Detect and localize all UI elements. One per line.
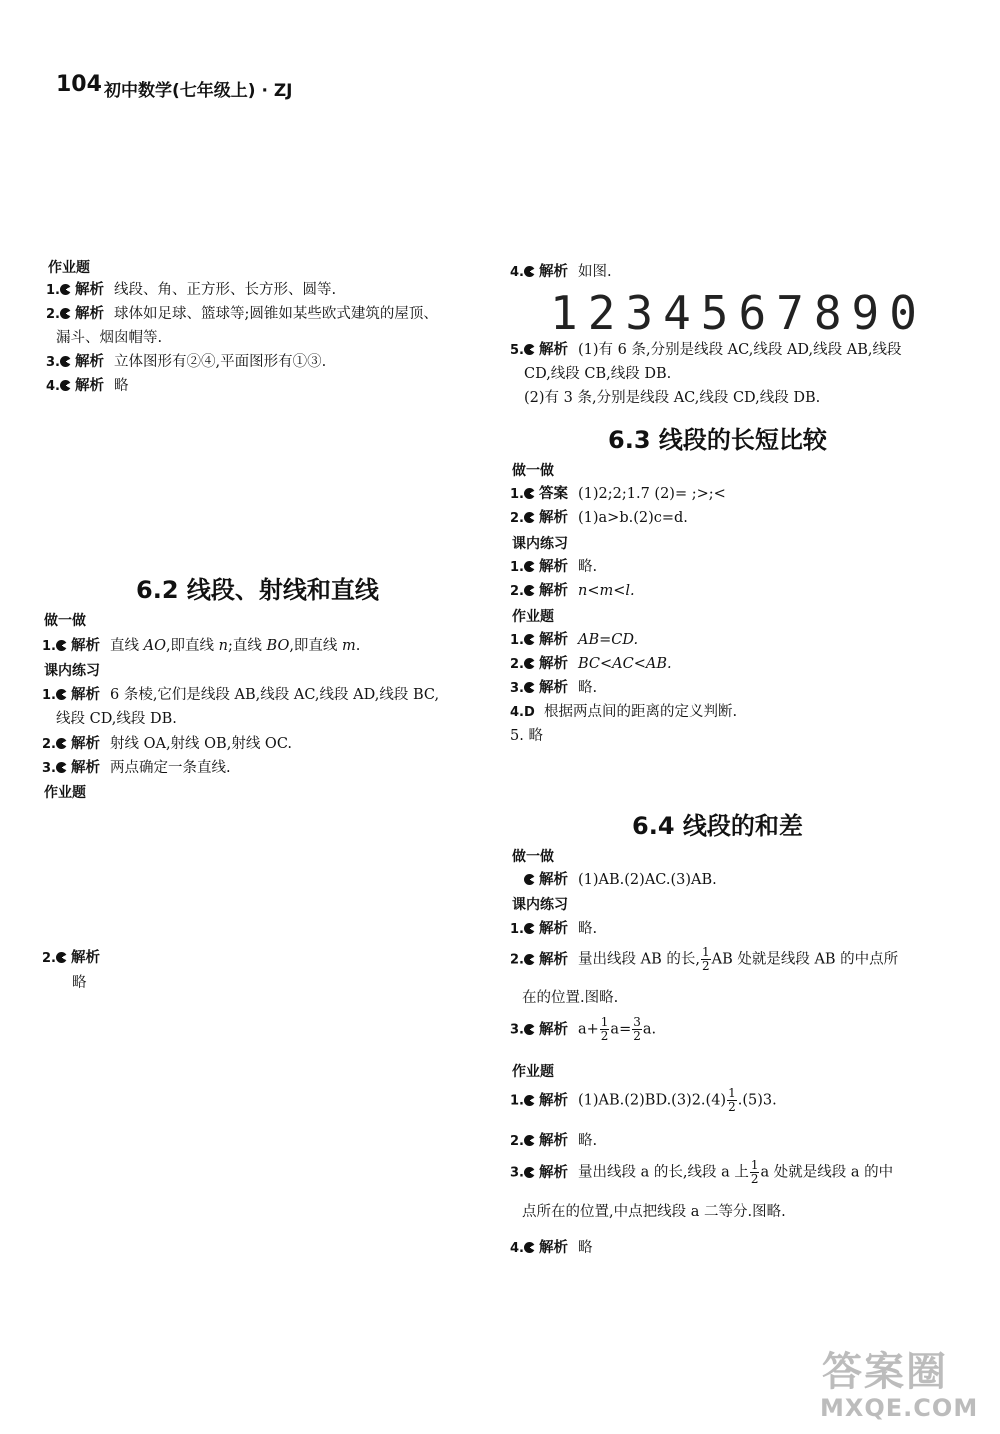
sec64-do-1: 解析 (1)AB.(2)AC.(3)AB.	[524, 870, 717, 890]
fraction: $\frac{1}{2}$	[750, 1158, 759, 1186]
answer-marker-icon	[524, 488, 535, 499]
left-zuoye-heading: 作业题	[48, 260, 90, 276]
answer-marker-icon	[524, 1167, 535, 1178]
answer-marker-icon	[60, 380, 71, 391]
sec62-class-1: 1. 解析 6 条棱,它们是线段 AB,线段 AC,线段 AD,线段 BC,	[42, 687, 440, 703]
answer-marker-icon	[524, 954, 535, 965]
sec63-zuoyizuo: 做一做	[512, 463, 554, 479]
left-answer-3: 3. 解析 立体图形有②④,平面图形有①③.	[46, 354, 327, 370]
sec64-zuoye: 作业题	[512, 1064, 554, 1080]
right-answer-5-cont2: (2)有 3 条,分别是线段 AC,线段 CD,线段 DB.	[524, 390, 821, 406]
left-answer-1: 1. 解析 线段、角、正方形、长方形、圆等.	[46, 282, 337, 298]
sec64-class-2-cont: 在的位置.图略.	[522, 990, 619, 1006]
answer-marker-icon	[524, 1095, 535, 1106]
answer-marker-icon	[60, 308, 71, 319]
sec63-home-2: 2. 解析 BC<AC<AB.	[510, 656, 672, 672]
sec64-home-4: 4. 解析 略	[510, 1240, 593, 1256]
answer-marker-icon	[56, 640, 67, 651]
answer-marker-icon	[524, 682, 535, 693]
section-6-3-title: 6.3 线段的长短比较	[608, 426, 827, 454]
sec63-home-3: 3. 解析 略.	[510, 680, 598, 696]
answer-marker-icon	[524, 874, 535, 885]
sec64-class-2: 2. 解析 量出线段 AB 的长, $\frac{1}{2}$ AB 处就是线段 AB 的中点所	[510, 945, 899, 973]
answer-marker-icon	[524, 658, 535, 669]
page-number: 104	[56, 72, 102, 97]
left-answer-4: 4. 解析 略	[46, 378, 129, 394]
answer-marker-icon	[56, 738, 67, 749]
sec62-zuoye: 作业题	[44, 785, 86, 801]
sec63-kenei: 课内练习	[512, 536, 568, 552]
watermark-logo: 答案圈	[822, 1349, 948, 1395]
section-6-4-title: 6.4 线段的和差	[632, 812, 803, 840]
right-answer-4: 4. 解析 如图.	[510, 264, 612, 280]
sec64-class-1: 1. 解析 略.	[510, 921, 598, 937]
sec63-class-2: 2. 解析 n<m<l.	[510, 583, 635, 599]
book-title: 初中数学(七年级上) · ZJ	[104, 81, 293, 101]
answer-marker-icon	[524, 585, 535, 596]
sec62-class-2: 2. 解析 射线 OA,射线 OB,射线 OC.	[42, 736, 293, 752]
sec62-home-2: 2. 解析	[42, 950, 100, 966]
sec62-zuoyizuo: 做一做	[44, 613, 86, 629]
left-answer-2-cont: 漏斗、烟囱帽等.	[56, 330, 163, 346]
fraction: $\frac{3}{2}$	[633, 1015, 641, 1043]
answer-marker-icon	[524, 1242, 535, 1253]
left-answer-2: 2. 解析 球体如足球、篮球等;圆锥如某些欧式建筑的屋顶、	[46, 306, 438, 322]
answer-marker-icon	[524, 344, 535, 355]
right-answer-5-cont: CD,线段 CB,线段 DB.	[524, 366, 672, 382]
fraction: $\frac{1}{2}$	[600, 1015, 609, 1043]
answer-marker-icon	[524, 634, 535, 645]
sec63-home-4: 4.D 根据两点间的距离的定义判断.	[510, 704, 738, 720]
answer-marker-icon	[524, 1024, 535, 1035]
sec64-home-1: 1. 解析 (1)AB.(2)BD.(3)2.(4) $\frac{1}{2}$ .(5)3.	[510, 1086, 777, 1114]
answer-marker-icon	[56, 762, 67, 773]
answer-marker-icon	[524, 512, 535, 523]
answer-marker-icon	[524, 561, 535, 572]
sec62-do-1: 1. 解析 直线 AO,即直线 n;直线 BO,即直线 m.	[42, 638, 361, 654]
sec63-do-1: 1. 答案 (1)2;2;1.7 (2)= ;>;<	[510, 486, 726, 502]
sec63-zuoye: 作业题	[512, 609, 554, 625]
section-6-2-title: 6.2 线段、射线和直线	[136, 576, 379, 604]
sec64-kenei: 课内练习	[512, 897, 568, 913]
sec64-class-3: 3. 解析 a+ $\frac{1}{2}$ a= $\frac{3}{2}$ a.	[510, 1015, 657, 1043]
answer-marker-icon	[524, 923, 535, 934]
fraction: $\frac{1}{2}$	[701, 945, 710, 973]
sec62-class-3: 3. 解析 两点确定一条直线.	[42, 760, 231, 776]
sec62-kenei: 课内练习	[44, 663, 100, 679]
sec62-class-1-cont: 线段 CD,线段 DB.	[56, 711, 177, 727]
watermark-url: MXQE.COM	[820, 1394, 979, 1422]
sec64-home-2: 2. 解析 略.	[510, 1133, 598, 1149]
sec64-home-3: 3. 解析 量出线段 a 的长,线段 a 上 $\frac{1}{2}$ a 处就是线段 a 的中	[510, 1158, 894, 1186]
answer-marker-icon	[56, 689, 67, 700]
digit-figure: 1234567890	[550, 286, 927, 340]
answer-marker-icon	[524, 266, 535, 277]
sec63-home-1: 1. 解析 AB=CD.	[510, 632, 639, 648]
answer-marker-icon	[60, 356, 71, 367]
fraction: $\frac{1}{2}$	[728, 1086, 736, 1114]
sec63-home-5: 5. 略	[510, 728, 543, 744]
answer-marker-icon	[60, 284, 71, 295]
answer-marker-icon	[524, 1135, 535, 1146]
sec63-class-1: 1. 解析 略.	[510, 559, 598, 575]
sec64-zuoyizuo: 做一做	[512, 849, 554, 865]
right-answer-5: 5. 解析 (1)有 6 条,分别是线段 AC,线段 AD,线段 AB,线段	[510, 342, 902, 358]
sec63-do-2: 2. 解析 (1)a>b.(2)c=d.	[510, 510, 688, 526]
answer-marker-icon	[56, 952, 67, 963]
sec62-home-2-cont: 略	[72, 975, 87, 991]
sec64-home-3-cont: 点所在的位置,中点把线段 a 二等分.图略.	[522, 1204, 786, 1220]
